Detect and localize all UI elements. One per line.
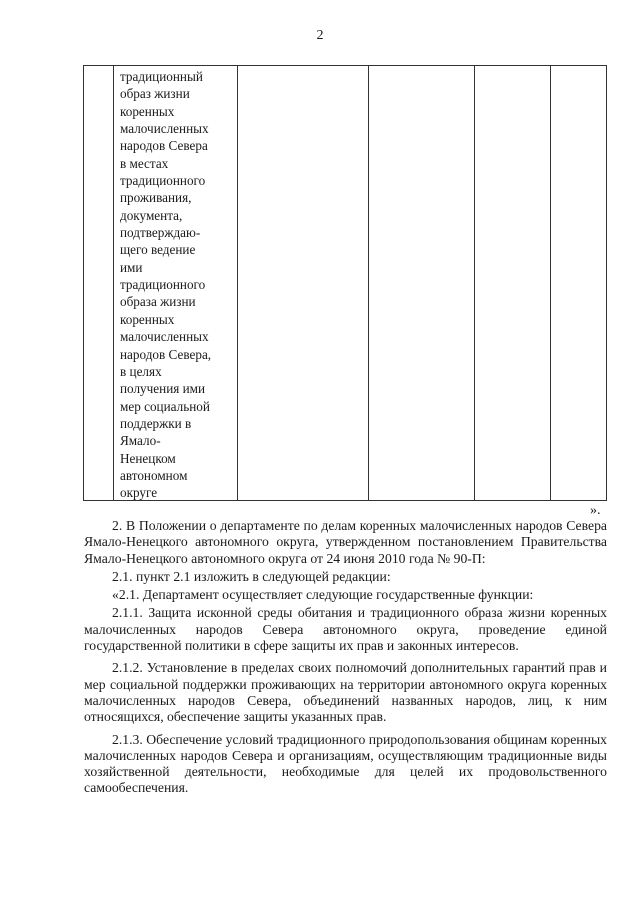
paragraph: 2. В Положении о департаменте по делам коренных малочисленных народов Севера Ямало-Ненецкого автономного округа, утвержденном постановлением Правительства Ямало-Ненецкого автономного округа от 24 июня 2010 года № 90-П: — [84, 518, 607, 566]
document-body — [84, 518, 607, 797]
column-divider — [474, 66, 475, 500]
table-continuation — [83, 65, 607, 501]
column-divider — [550, 66, 551, 500]
paragraph: 2.1.3. Обеспечение условий традиционного природопользования общинам коренных малочисленных народов Севера и организациям, осуществляющим традиционные виды хозяйственной деятельности, необходимые для целей их продовольственного самообеспечения. — [84, 731, 607, 796]
paragraph: 2.1.2. Установление в пределах своих полномочий дополнительных гарантий прав и мер социальной поддержки проживающих на территории автономного округа коренных малочисленных народов Севера, объединений названных народов, лиц, к ним относящихся, обеспечение защиты указанных прав. — [84, 660, 607, 725]
paragraph: 2.1. пункт 2.1 изложить в следующей редакции: — [112, 568, 391, 584]
table-cell-text: традиционный образ жизни коренных малочисленных народов Севера в местах традиционного проживания, документа, подтверждаю- щего ведение ими традиционного образа жизни коренных малочисленных народов Севера, в целях получения ими мер социальной поддержки в Ямало- Ненецком автономном округе — [120, 69, 212, 501]
column-divider — [113, 66, 114, 500]
closing-quote: ». — [590, 503, 601, 518]
column-divider — [368, 66, 369, 500]
page-number: 2 — [316, 28, 324, 43]
paragraph: «2.1. Департамент осуществляет следующие государственные функции: — [112, 587, 534, 603]
paragraph: 2.1.1. Защита исконной среды обитания и традиционного образа жизни коренных малочисленных народов Севера автономного округа, проведение единой государственной политики в сфере защиты их прав и законных интересов. — [84, 605, 607, 654]
